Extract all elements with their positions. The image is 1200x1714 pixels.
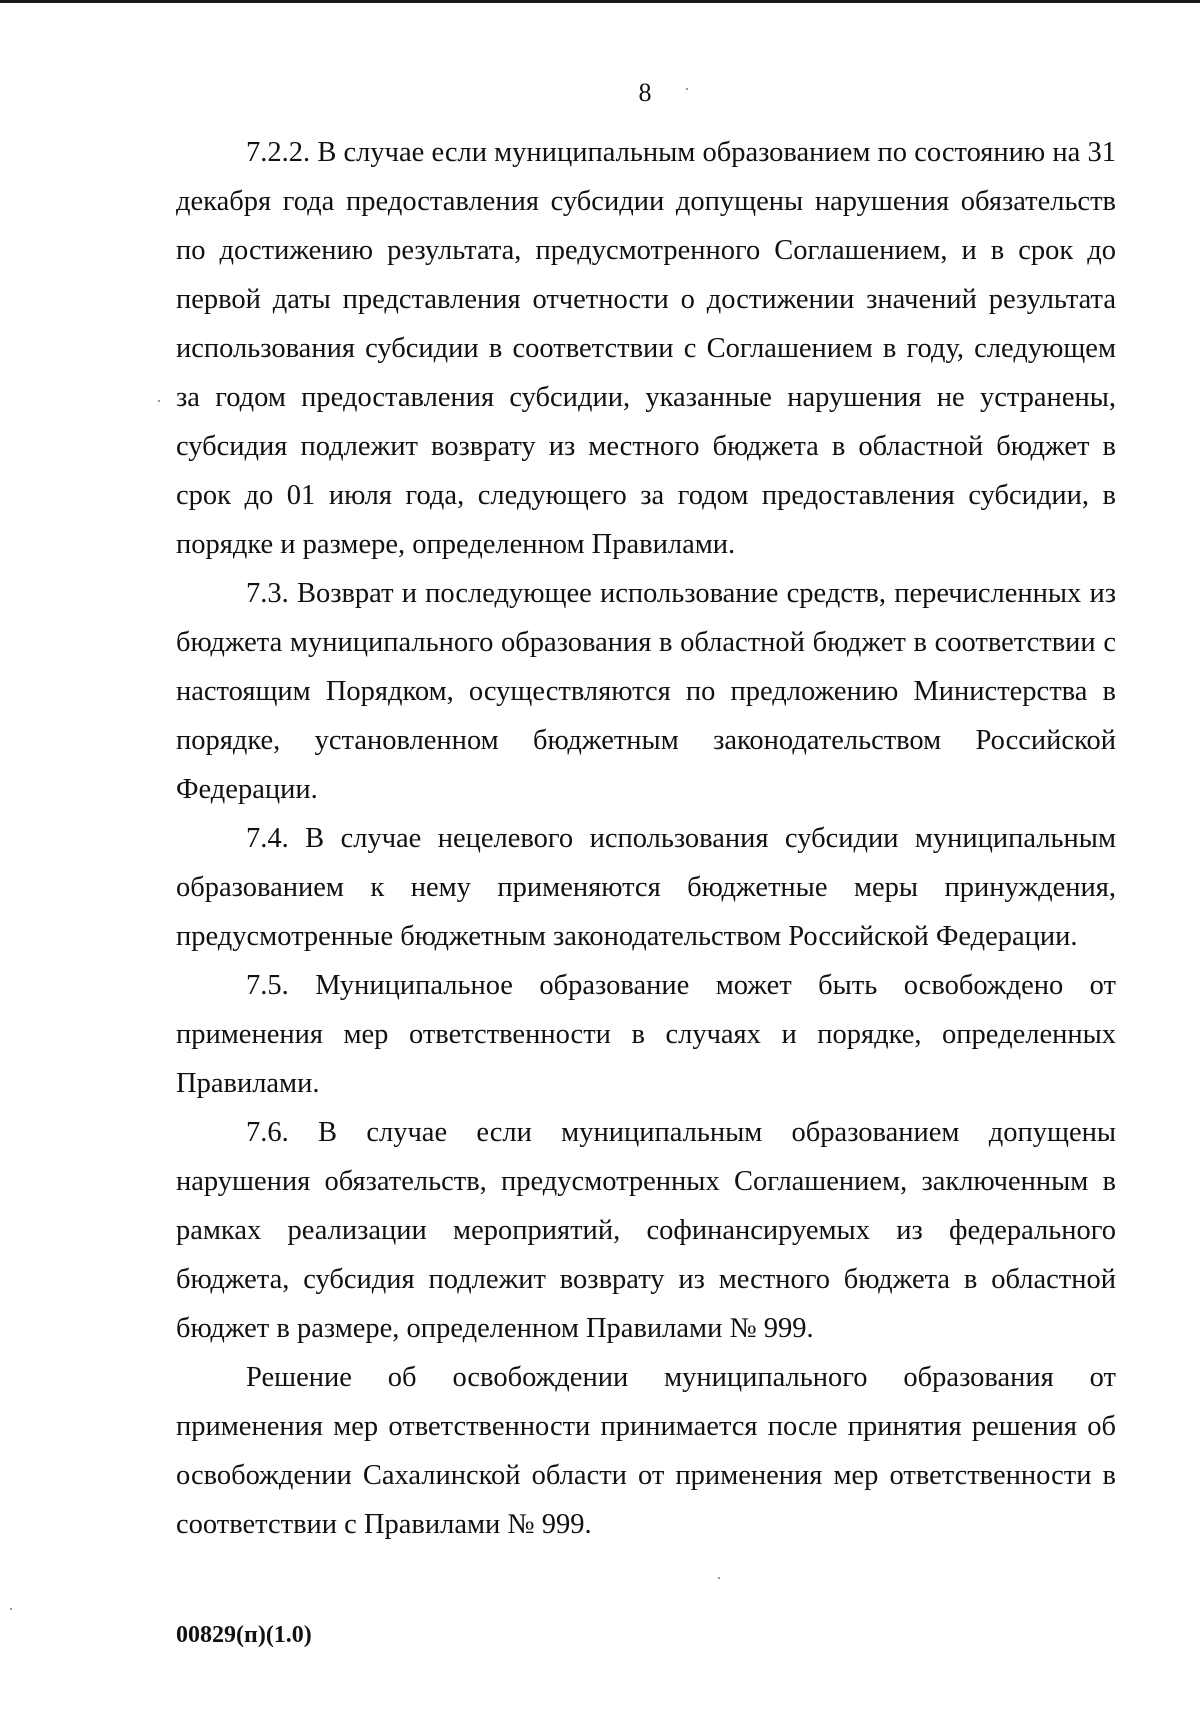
paragraph-7-5: 7.5. Муниципальное образование может быть освобождено от применения мер ответственности в случаях и порядке, определенных Правилами.	[176, 970, 1116, 1099]
paragraph-7-2-2: 7.2.2. В случае если муниципальным образованием по состоянию на 31 декабря года предоставления субсидии допущены нарушения обязательств по достижению результата, предусмотренного Соглашением, и в срок до первой даты представления отчетности о достижении значений результата использования субсидии в соответствии с Соглашением в году, следующем за годом предоставления субсидии, указанные нарушения не устранены, субсидия подлежит возврату из местного бюджета в областной бюджет в срок до 01 июля года, следующего за годом предоставления субсидии, в порядке и размере, определенном Правилами.	[176, 137, 1116, 560]
document-body	[176, 128, 1116, 1549]
paragraph-exemption-decision: Решение об освобождении муниципального образования от применения мер ответственности принимается после принятия решения об освобождении Сахалинской области от применения мер ответственности в соответствии с Правилами № 999.	[176, 1362, 1116, 1540]
paragraph-7-6: 7.6. В случае если муниципальным образованием допущены нарушения обязательств, предусмотренных Соглашением, заключенным в рамках реализации мероприятий, софинансируемых из федерального бюджета, субсидия подлежит возврату из местного бюджета в областной бюджет в размере, определенном Правилами № 999.	[176, 1117, 1116, 1344]
document-code: 00829(п)(1.0)	[176, 1622, 312, 1648]
paragraph-7-4: 7.4. В случае нецелевого использования субсидии муниципальным образованием к нему применяются бюджетные меры принуждения, предусмотренные бюджетным законодательством Российской Федерации.	[176, 823, 1116, 952]
paragraph-7-3: 7.3. Возврат и последующее использование средств, перечисленных из бюджета муниципального образования в областной бюджет в соответствии с настоящим Порядком, осуществляются по предложению Министерства в порядке, установленном бюджетным законодательством Российской Федерации.	[176, 578, 1116, 805]
scan-speck	[10, 1608, 12, 1610]
scan-speck	[718, 1577, 720, 1579]
page-top-border	[0, 0, 1200, 3]
scan-speck	[686, 88, 688, 90]
scan-speck	[158, 400, 160, 402]
page-number: 8	[638, 78, 652, 107]
